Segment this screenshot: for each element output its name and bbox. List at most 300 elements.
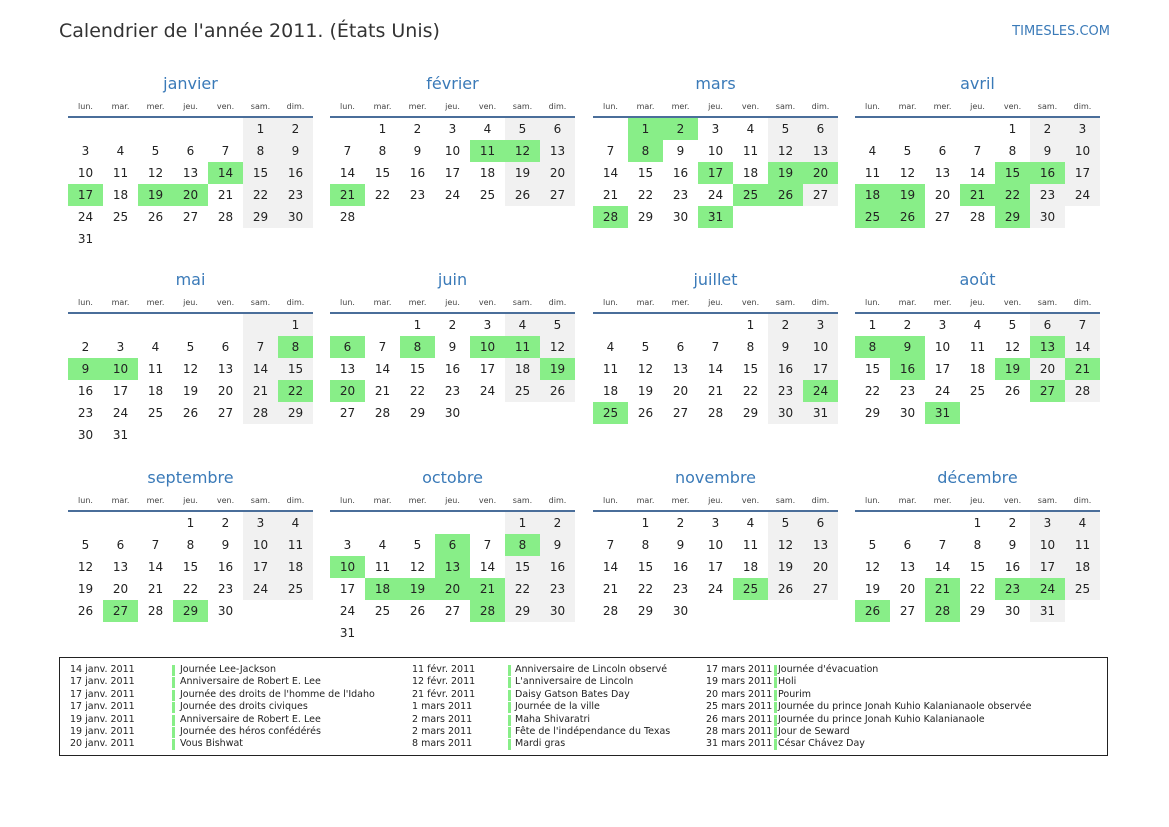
day-cell[interactable]: 2	[676, 516, 685, 530]
day-cell[interactable]: 1	[1008, 122, 1017, 136]
day-cell[interactable]: 7	[1065, 314, 1100, 336]
day-cell[interactable]: 30	[444, 406, 461, 420]
day-cell[interactable]: 2	[81, 340, 90, 354]
day-cell[interactable]: 9	[676, 538, 685, 552]
day-cell[interactable]: 27	[803, 578, 838, 600]
day-cell[interactable]: 29	[969, 604, 986, 618]
day-cell[interactable]: 22	[409, 384, 426, 398]
day-cell[interactable]: 7	[973, 144, 982, 158]
day-cell[interactable]: 19	[768, 162, 803, 184]
day-cell[interactable]: 26	[182, 406, 199, 420]
day-cell[interactable]: 9	[1030, 140, 1065, 162]
day-cell[interactable]: 21	[330, 184, 365, 206]
day-cell[interactable]: 22	[969, 582, 986, 596]
day-cell[interactable]: 12	[147, 166, 164, 180]
day-cell[interactable]: 12	[899, 166, 916, 180]
day-cell[interactable]: 28	[470, 600, 505, 622]
day-cell[interactable]: 23	[409, 188, 426, 202]
day-cell[interactable]: 7	[243, 336, 278, 358]
day-cell[interactable]: 1	[505, 512, 540, 534]
day-cell[interactable]: 10	[1030, 534, 1065, 556]
day-cell[interactable]: 11	[969, 340, 986, 354]
day-cell[interactable]: 12	[409, 560, 426, 574]
day-cell[interactable]: 17	[803, 358, 838, 380]
day-cell[interactable]: 10	[103, 358, 138, 380]
day-cell[interactable]: 21	[147, 582, 164, 596]
day-cell[interactable]: 25	[1065, 578, 1100, 600]
day-cell[interactable]: 9	[278, 140, 313, 162]
day-cell[interactable]: 9	[540, 534, 575, 556]
day-cell[interactable]: 25	[593, 402, 628, 424]
day-cell[interactable]: 16	[217, 560, 234, 574]
day-cell[interactable]: 23	[217, 582, 234, 596]
day-cell[interactable]: 25	[855, 206, 890, 228]
day-cell[interactable]: 22	[742, 384, 759, 398]
brand-link[interactable]: TIMESLES.COM	[1012, 24, 1110, 39]
day-cell[interactable]: 28	[925, 600, 960, 622]
day-cell[interactable]: 3	[116, 340, 125, 354]
day-cell[interactable]: 16	[1030, 162, 1065, 184]
day-cell[interactable]: 18	[112, 188, 129, 202]
day-cell[interactable]: 19	[995, 358, 1030, 380]
day-cell[interactable]: 29	[637, 604, 654, 618]
day-cell[interactable]: 30	[768, 402, 803, 424]
day-cell[interactable]: 6	[903, 538, 912, 552]
day-cell[interactable]: 31	[925, 402, 960, 424]
day-cell[interactable]: 14	[339, 166, 356, 180]
day-cell[interactable]: 19	[400, 578, 435, 600]
day-cell[interactable]: 27	[444, 604, 461, 618]
day-cell[interactable]: 17	[68, 184, 103, 206]
day-cell[interactable]: 3	[938, 318, 947, 332]
day-cell[interactable]: 6	[803, 118, 838, 140]
day-cell[interactable]: 29	[637, 210, 654, 224]
day-cell[interactable]: 18	[1065, 556, 1100, 578]
day-cell[interactable]: 31	[803, 402, 838, 424]
day-cell[interactable]: 14	[602, 166, 619, 180]
day-cell[interactable]: 23	[1030, 184, 1065, 206]
day-cell[interactable]: 8	[855, 336, 890, 358]
day-cell[interactable]: 13	[435, 556, 470, 578]
day-cell[interactable]: 16	[672, 166, 689, 180]
day-cell[interactable]: 5	[768, 118, 803, 140]
day-cell[interactable]: 26	[540, 380, 575, 402]
day-cell[interactable]: 5	[505, 118, 540, 140]
day-cell[interactable]: 27	[899, 604, 916, 618]
day-cell[interactable]: 19	[864, 582, 881, 596]
day-cell[interactable]: 14	[243, 358, 278, 380]
day-cell[interactable]: 28	[707, 406, 724, 420]
day-cell[interactable]: 25	[147, 406, 164, 420]
day-cell[interactable]: 22	[995, 184, 1030, 206]
day-cell[interactable]: 18	[742, 560, 759, 574]
day-cell[interactable]: 24	[934, 384, 951, 398]
day-cell[interactable]: 24	[243, 578, 278, 600]
day-cell[interactable]: 6	[676, 340, 685, 354]
day-cell[interactable]: 15	[278, 358, 313, 380]
day-cell[interactable]: 6	[186, 144, 195, 158]
day-cell[interactable]: 9	[68, 358, 103, 380]
day-cell[interactable]: 10	[243, 534, 278, 556]
day-cell[interactable]: 20	[672, 384, 689, 398]
day-cell[interactable]: 25	[969, 384, 986, 398]
day-cell[interactable]: 25	[112, 210, 129, 224]
day-cell[interactable]: 13	[182, 166, 199, 180]
day-cell[interactable]: 3	[803, 314, 838, 336]
day-cell[interactable]: 22	[637, 188, 654, 202]
day-cell[interactable]: 29	[278, 402, 313, 424]
day-cell[interactable]: 3	[711, 122, 720, 136]
day-cell[interactable]: 2	[903, 318, 912, 332]
day-cell[interactable]: 4	[606, 340, 615, 354]
day-cell[interactable]: 24	[707, 188, 724, 202]
day-cell[interactable]: 29	[505, 600, 540, 622]
day-cell[interactable]: 17	[479, 362, 496, 376]
day-cell[interactable]: 20	[803, 556, 838, 578]
day-cell[interactable]: 6	[330, 336, 365, 358]
day-cell[interactable]: 11	[374, 560, 391, 574]
day-cell[interactable]: 23	[77, 406, 94, 420]
day-cell[interactable]: 7	[483, 538, 492, 552]
day-cell[interactable]: 24	[112, 406, 129, 420]
day-cell[interactable]: 26	[505, 184, 540, 206]
day-cell[interactable]: 1	[746, 318, 755, 332]
day-cell[interactable]: 17	[707, 560, 724, 574]
day-cell[interactable]: 2	[1030, 118, 1065, 140]
day-cell[interactable]: 21	[925, 578, 960, 600]
day-cell[interactable]: 17	[934, 362, 951, 376]
day-cell[interactable]: 7	[606, 538, 615, 552]
day-cell[interactable]: 21	[1065, 358, 1100, 380]
day-cell[interactable]: 15	[864, 362, 881, 376]
day-cell[interactable]: 13	[112, 560, 129, 574]
day-cell[interactable]: 19	[77, 582, 94, 596]
day-cell[interactable]: 26	[890, 206, 925, 228]
day-cell[interactable]: 10	[803, 336, 838, 358]
day-cell[interactable]: 20	[899, 582, 916, 596]
day-cell[interactable]: 1	[628, 118, 663, 140]
day-cell[interactable]: 9	[221, 538, 230, 552]
day-cell[interactable]: 14	[147, 560, 164, 574]
day-cell[interactable]: 15	[637, 166, 654, 180]
day-cell[interactable]: 3	[343, 538, 352, 552]
day-cell[interactable]: 12	[505, 140, 540, 162]
day-cell[interactable]: 30	[217, 604, 234, 618]
day-cell[interactable]: 27	[672, 406, 689, 420]
day-cell[interactable]: 3	[243, 512, 278, 534]
day-cell[interactable]: 14	[208, 162, 243, 184]
day-cell[interactable]: 27	[339, 406, 356, 420]
day-cell[interactable]: 16	[444, 362, 461, 376]
day-cell[interactable]: 13	[672, 362, 689, 376]
day-cell[interactable]: 28	[969, 210, 986, 224]
day-cell[interactable]: 18	[505, 358, 540, 380]
day-cell[interactable]: 5	[151, 144, 160, 158]
day-cell[interactable]: 2	[768, 314, 803, 336]
day-cell[interactable]: 1	[641, 516, 650, 530]
day-cell[interactable]: 4	[378, 538, 387, 552]
day-cell[interactable]: 21	[602, 188, 619, 202]
day-cell[interactable]: 13	[899, 560, 916, 574]
day-cell[interactable]: 13	[339, 362, 356, 376]
day-cell[interactable]: 14	[479, 560, 496, 574]
day-cell[interactable]: 24	[339, 604, 356, 618]
day-cell[interactable]: 27	[1030, 380, 1065, 402]
day-cell[interactable]: 13	[217, 362, 234, 376]
day-cell[interactable]: 3	[711, 516, 720, 530]
day-cell[interactable]: 28	[602, 604, 619, 618]
day-cell[interactable]: 5	[768, 512, 803, 534]
day-cell[interactable]: 12	[540, 336, 575, 358]
day-cell[interactable]: 5	[413, 538, 422, 552]
day-cell[interactable]: 11	[1065, 534, 1100, 556]
day-cell[interactable]: 13	[1030, 336, 1065, 358]
day-cell[interactable]: 12	[1004, 340, 1021, 354]
day-cell[interactable]: 24	[1065, 184, 1100, 206]
day-cell[interactable]: 28	[339, 210, 356, 224]
day-cell[interactable]: 3	[1030, 512, 1065, 534]
day-cell[interactable]: 18	[602, 384, 619, 398]
day-cell[interactable]: 9	[768, 336, 803, 358]
day-cell[interactable]: 21	[707, 384, 724, 398]
day-cell[interactable]: 1	[278, 314, 313, 336]
day-cell[interactable]: 5	[641, 340, 650, 354]
day-cell[interactable]: 4	[746, 516, 755, 530]
day-cell[interactable]: 18	[855, 184, 890, 206]
day-cell[interactable]: 18	[742, 166, 759, 180]
day-cell[interactable]: 20	[540, 162, 575, 184]
day-cell[interactable]: 30	[1004, 604, 1021, 618]
day-cell[interactable]: 15	[409, 362, 426, 376]
day-cell[interactable]: 30	[278, 206, 313, 228]
day-cell[interactable]: 10	[444, 144, 461, 158]
day-cell[interactable]: 1	[243, 118, 278, 140]
day-cell[interactable]: 28	[1065, 380, 1100, 402]
day-cell[interactable]: 15	[374, 166, 391, 180]
day-cell[interactable]: 15	[637, 560, 654, 574]
day-cell[interactable]: 7	[378, 340, 387, 354]
day-cell[interactable]: 1	[868, 318, 877, 332]
day-cell[interactable]: 21	[602, 582, 619, 596]
day-cell[interactable]: 6	[116, 538, 125, 552]
day-cell[interactable]: 29	[173, 600, 208, 622]
day-cell[interactable]: 5	[903, 144, 912, 158]
day-cell[interactable]: 5	[1008, 318, 1017, 332]
day-cell[interactable]: 16	[278, 162, 313, 184]
day-cell[interactable]: 5	[81, 538, 90, 552]
day-cell[interactable]: 4	[746, 122, 755, 136]
day-cell[interactable]: 14	[602, 560, 619, 574]
day-cell[interactable]: 16	[1004, 560, 1021, 574]
day-cell[interactable]: 2	[221, 516, 230, 530]
day-cell[interactable]: 7	[938, 538, 947, 552]
day-cell[interactable]: 19	[182, 384, 199, 398]
day-cell[interactable]: 2	[448, 318, 457, 332]
day-cell[interactable]: 18	[147, 384, 164, 398]
day-cell[interactable]: 23	[278, 184, 313, 206]
day-cell[interactable]: 11	[505, 336, 540, 358]
day-cell[interactable]: 27	[103, 600, 138, 622]
day-cell[interactable]: 26	[147, 210, 164, 224]
day-cell[interactable]: 28	[147, 604, 164, 618]
day-cell[interactable]: 17	[339, 582, 356, 596]
day-cell[interactable]: 26	[1004, 384, 1021, 398]
day-cell[interactable]: 6	[1030, 314, 1065, 336]
day-cell[interactable]: 26	[637, 406, 654, 420]
day-cell[interactable]: 29	[864, 406, 881, 420]
day-cell[interactable]: 2	[663, 118, 698, 140]
day-cell[interactable]: 20	[1030, 358, 1065, 380]
day-cell[interactable]: 15	[995, 162, 1030, 184]
day-cell[interactable]: 15	[969, 560, 986, 574]
day-cell[interactable]: 24	[1030, 578, 1065, 600]
day-cell[interactable]: 12	[637, 362, 654, 376]
day-cell[interactable]: 27	[803, 184, 838, 206]
day-cell[interactable]: 4	[973, 318, 982, 332]
day-cell[interactable]: 7	[343, 144, 352, 158]
day-cell[interactable]: 30	[540, 600, 575, 622]
day-cell[interactable]: 12	[768, 140, 803, 162]
day-cell[interactable]: 22	[505, 578, 540, 600]
day-cell[interactable]: 6	[221, 340, 230, 354]
day-cell[interactable]: 7	[151, 538, 160, 552]
day-cell[interactable]: 11	[742, 144, 759, 158]
day-cell[interactable]: 10	[707, 144, 724, 158]
day-cell[interactable]: 2	[278, 118, 313, 140]
day-cell[interactable]: 21	[243, 380, 278, 402]
day-cell[interactable]: 10	[707, 538, 724, 552]
day-cell[interactable]: 24	[707, 582, 724, 596]
day-cell[interactable]: 8	[505, 534, 540, 556]
day-cell[interactable]: 14	[707, 362, 724, 376]
day-cell[interactable]: 25	[733, 578, 768, 600]
day-cell[interactable]: 3	[483, 318, 492, 332]
day-cell[interactable]: 10	[1065, 140, 1100, 162]
day-cell[interactable]: 13	[803, 140, 838, 162]
day-cell[interactable]: 24	[803, 380, 838, 402]
day-cell[interactable]: 22	[243, 184, 278, 206]
day-cell[interactable]: 1	[413, 318, 422, 332]
day-cell[interactable]: 18	[365, 578, 400, 600]
day-cell[interactable]: 16	[409, 166, 426, 180]
day-cell[interactable]: 31	[1030, 600, 1065, 622]
day-cell[interactable]: 6	[803, 512, 838, 534]
day-cell[interactable]: 14	[934, 560, 951, 574]
day-cell[interactable]: 16	[768, 358, 803, 380]
day-cell[interactable]: 10	[470, 336, 505, 358]
day-cell[interactable]: 29	[742, 406, 759, 420]
day-cell[interactable]: 19	[768, 556, 803, 578]
day-cell[interactable]: 16	[77, 384, 94, 398]
day-cell[interactable]: 20	[173, 184, 208, 206]
day-cell[interactable]: 5	[540, 314, 575, 336]
day-cell[interactable]: 6	[540, 118, 575, 140]
day-cell[interactable]: 22	[278, 380, 313, 402]
day-cell[interactable]: 15	[505, 556, 540, 578]
day-cell[interactable]: 25	[374, 604, 391, 618]
day-cell[interactable]: 13	[934, 166, 951, 180]
day-cell[interactable]: 24	[77, 210, 94, 224]
day-cell[interactable]: 25	[505, 380, 540, 402]
day-cell[interactable]: 20	[112, 582, 129, 596]
day-cell[interactable]: 19	[890, 184, 925, 206]
day-cell[interactable]: 6	[938, 144, 947, 158]
day-cell[interactable]: 6	[435, 534, 470, 556]
day-cell[interactable]: 11	[112, 166, 129, 180]
day-cell[interactable]: 22	[182, 582, 199, 596]
day-cell[interactable]: 8	[243, 140, 278, 162]
day-cell[interactable]: 12	[768, 534, 803, 556]
day-cell[interactable]: 30	[1030, 206, 1065, 228]
day-cell[interactable]: 1	[186, 516, 195, 530]
day-cell[interactable]: 27	[934, 210, 951, 224]
day-cell[interactable]: 17	[112, 384, 129, 398]
day-cell[interactable]: 29	[243, 206, 278, 228]
day-cell[interactable]: 30	[899, 406, 916, 420]
day-cell[interactable]: 28	[217, 210, 234, 224]
day-cell[interactable]: 8	[1008, 144, 1017, 158]
day-cell[interactable]: 25	[479, 188, 496, 202]
day-cell[interactable]: 27	[217, 406, 234, 420]
day-cell[interactable]: 4	[483, 122, 492, 136]
day-cell[interactable]: 29	[409, 406, 426, 420]
day-cell[interactable]: 17	[1030, 556, 1065, 578]
day-cell[interactable]: 10	[330, 556, 365, 578]
day-cell[interactable]: 19	[540, 358, 575, 380]
day-cell[interactable]: 18	[969, 362, 986, 376]
day-cell[interactable]: 21	[960, 184, 995, 206]
day-cell[interactable]: 30	[672, 604, 689, 618]
day-cell[interactable]: 17	[243, 556, 278, 578]
day-cell[interactable]: 15	[742, 362, 759, 376]
day-cell[interactable]: 27	[540, 184, 575, 206]
day-cell[interactable]: 9	[890, 336, 925, 358]
day-cell[interactable]: 9	[676, 144, 685, 158]
day-cell[interactable]: 15	[243, 162, 278, 184]
day-cell[interactable]: 4	[278, 512, 313, 534]
day-cell[interactable]: 26	[409, 604, 426, 618]
day-cell[interactable]: 25	[733, 184, 768, 206]
day-cell[interactable]: 8	[628, 140, 663, 162]
day-cell[interactable]: 20	[217, 384, 234, 398]
day-cell[interactable]: 16	[890, 358, 925, 380]
day-cell[interactable]: 7	[711, 340, 720, 354]
day-cell[interactable]: 23	[672, 582, 689, 596]
day-cell[interactable]: 14	[1065, 336, 1100, 358]
day-cell[interactable]: 13	[803, 534, 838, 556]
day-cell[interactable]: 28	[593, 206, 628, 228]
day-cell[interactable]: 26	[855, 600, 890, 622]
day-cell[interactable]: 4	[868, 144, 877, 158]
day-cell[interactable]: 8	[973, 538, 982, 552]
day-cell[interactable]: 9	[448, 340, 457, 354]
day-cell[interactable]: 12	[864, 560, 881, 574]
day-cell[interactable]: 23	[995, 578, 1030, 600]
day-cell[interactable]: 10	[77, 166, 94, 180]
day-cell[interactable]: 28	[374, 406, 391, 420]
day-cell[interactable]: 4	[1065, 512, 1100, 534]
day-cell[interactable]: 2	[540, 512, 575, 534]
day-cell[interactable]: 11	[470, 140, 505, 162]
day-cell[interactable]: 22	[637, 582, 654, 596]
day-cell[interactable]: 11	[278, 534, 313, 556]
day-cell[interactable]: 8	[641, 538, 650, 552]
day-cell[interactable]: 11	[864, 166, 881, 180]
day-cell[interactable]: 12	[182, 362, 199, 376]
day-cell[interactable]: 16	[540, 556, 575, 578]
day-cell[interactable]: 23	[899, 384, 916, 398]
day-cell[interactable]: 1	[973, 516, 982, 530]
